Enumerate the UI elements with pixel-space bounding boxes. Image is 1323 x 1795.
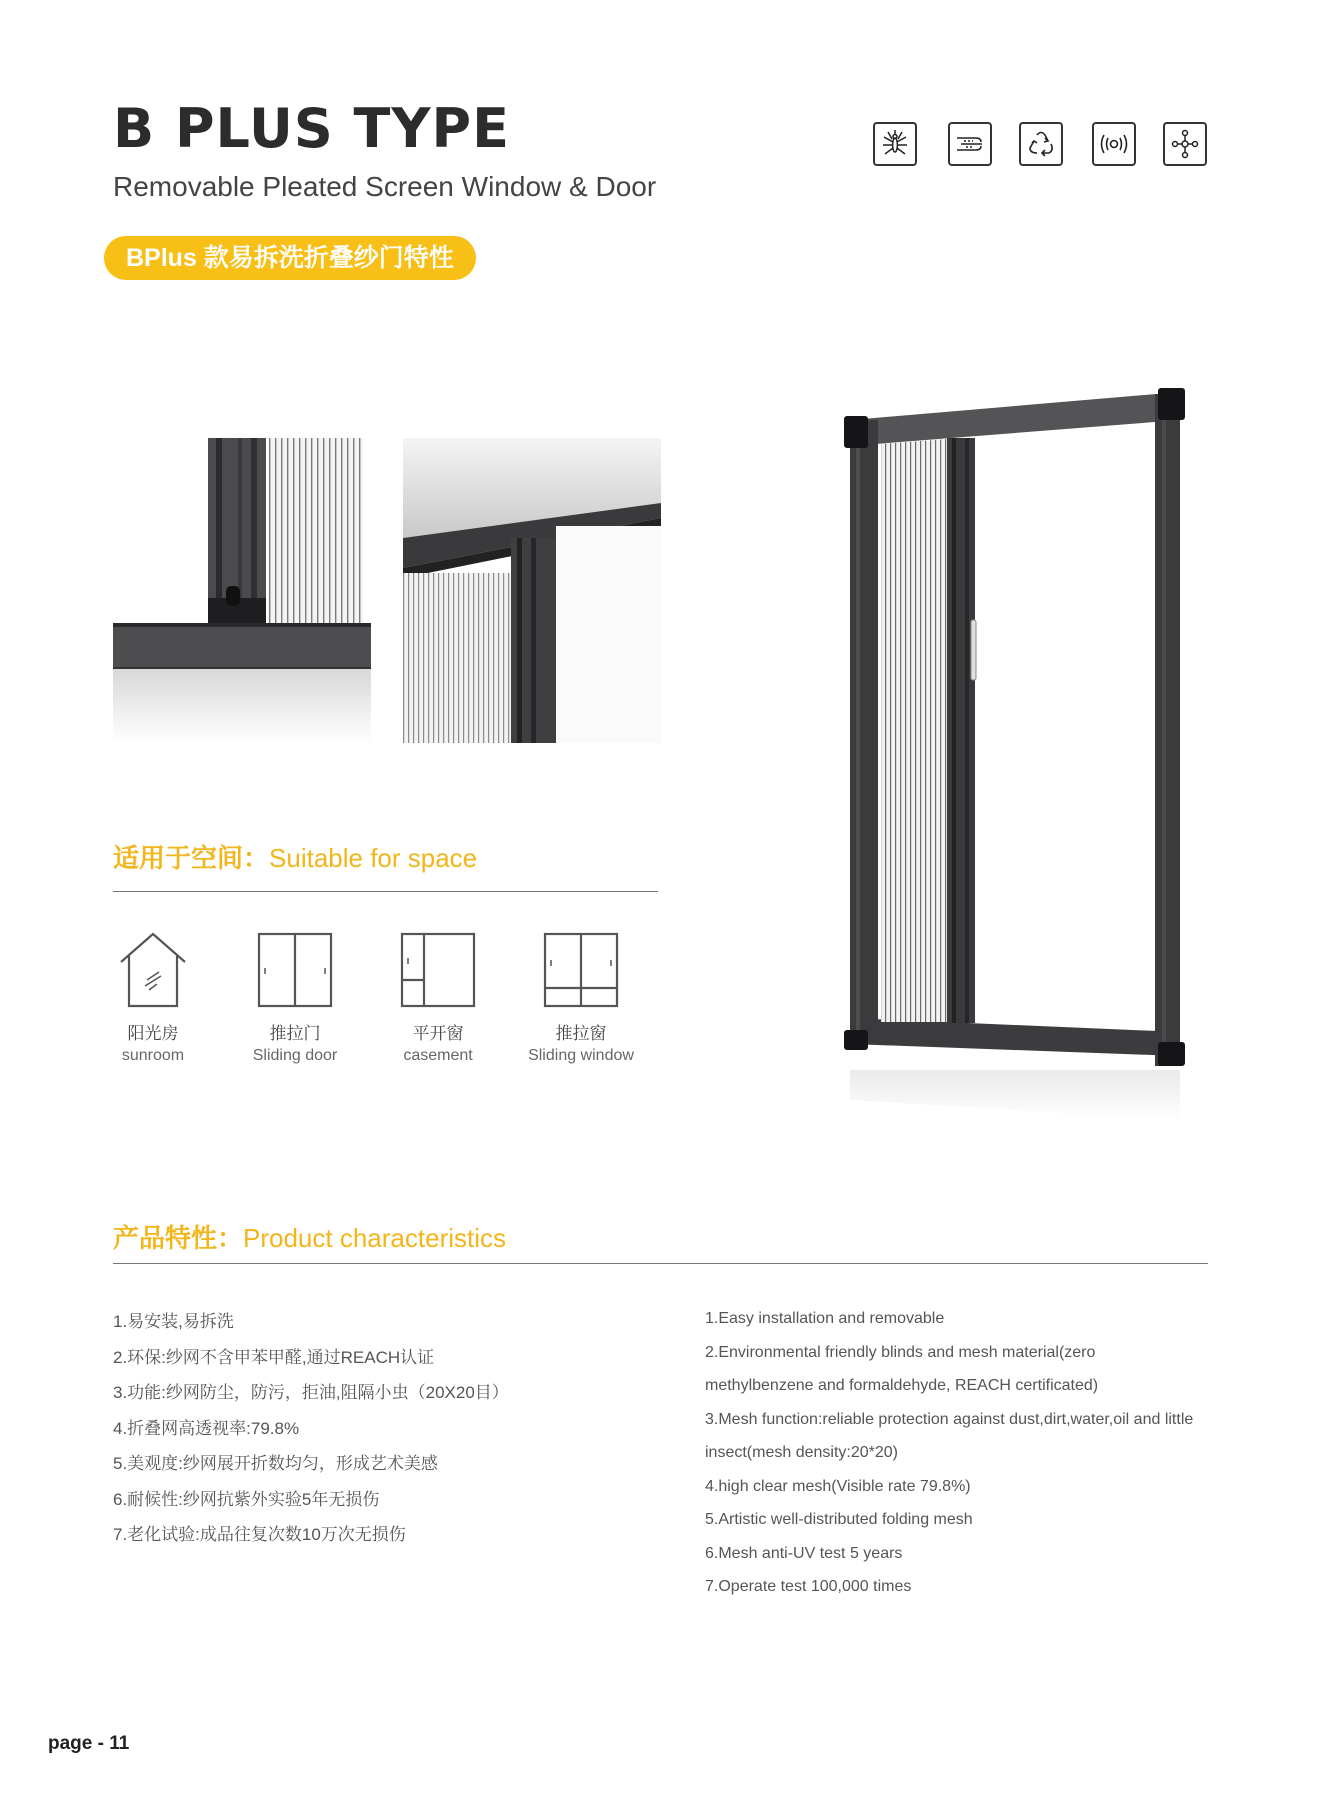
space-heading-zh: 适用于空间：	[113, 843, 270, 873]
list-item: 3.Mesh function:reliable protection against dust,dirt,water,oil and little insect(mesh density:20*20)	[705, 1410, 1194, 1461]
space-label-zh: 推拉门	[269, 1024, 321, 1043]
list-item: 4.high clear mesh(Visible rate 79.8%)	[705, 1477, 971, 1495]
space-label-en: casement	[403, 1047, 473, 1065]
casement-window-icon	[398, 930, 478, 1010]
bottom-track-photo	[113, 438, 371, 743]
wind-flow-icon	[948, 122, 992, 166]
space-item-sunroom	[88, 930, 218, 1066]
page-number: page - 11	[48, 1733, 130, 1754]
page-title: B PLUS TYPE	[113, 97, 510, 160]
space-heading-en: Suitable for space	[269, 843, 478, 873]
feature-badge: BPlus 款易拆洗折叠纱门特性	[104, 236, 476, 280]
recycle-icon	[1019, 122, 1063, 166]
space-item-sliding-window	[516, 930, 646, 1066]
list-item: 2.Environmental friendly blinds and mesh material(zero methylbenzene and formaldehyde, REACH certificated)	[705, 1343, 1099, 1394]
list-item: 7.Operate test 100,000 times	[705, 1578, 912, 1595]
top-track-photo	[403, 438, 661, 743]
space-label-zh: 阳光房	[127, 1024, 179, 1043]
page-subtitle: Removable Pleated Screen Window & Door	[113, 171, 657, 202]
space-label-zh: 推拉窗	[555, 1024, 607, 1043]
space-divider	[113, 891, 658, 892]
list-item: 5.Artistic well-distributed folding mesh	[705, 1511, 973, 1528]
list-item: 5.美观度:纱网展开折数均匀，形成艺术美感	[113, 1454, 438, 1473]
list-item: 1.易安装,易拆洗	[113, 1312, 234, 1331]
list-item: 4.折叠网高透视率:79.8%	[113, 1418, 300, 1438]
characteristics-list-en	[705, 1302, 1205, 1604]
signal-icon	[1092, 122, 1136, 166]
space-label-zh: 平开窗	[412, 1024, 464, 1043]
characteristics-heading	[113, 1225, 506, 1251]
space-item-casement	[373, 930, 503, 1066]
mosquito-icon	[873, 122, 917, 166]
space-item-sliding-door	[230, 930, 360, 1066]
pleated-door-image	[825, 380, 1195, 1160]
characteristics-heading-zh: 产品特性：	[113, 1223, 244, 1253]
space-label-en: Sliding door	[252, 1047, 338, 1065]
characteristics-heading-en: Product characteristics	[243, 1223, 506, 1253]
space-label-en: Sliding window	[528, 1047, 634, 1065]
space-heading	[113, 845, 477, 871]
characteristics-list-zh	[113, 1304, 509, 1553]
sliding-door-icon	[255, 930, 335, 1010]
list-item: 7.老化试验:成品往复次数10万次无损伤	[113, 1525, 406, 1544]
list-item: 3.功能:纱网防尘，防污，拒油,阻隔小虫（20X20目）	[113, 1383, 509, 1402]
space-label-en: sunroom	[121, 1047, 185, 1065]
characteristics-divider	[113, 1263, 1208, 1264]
house-icon	[113, 930, 193, 1010]
sliding-window-icon	[541, 930, 621, 1010]
list-item: 2.环保:纱网不含甲苯甲醛,通过REACH认证	[113, 1347, 435, 1367]
list-item: 1.Easy installation and removable	[705, 1310, 945, 1327]
list-item: 6.耐候性:纱网抗紫外实验5年无损伤	[113, 1489, 380, 1509]
list-item: 6.Mesh anti-UV test 5 years	[705, 1544, 903, 1562]
molecule-icon	[1163, 122, 1207, 166]
